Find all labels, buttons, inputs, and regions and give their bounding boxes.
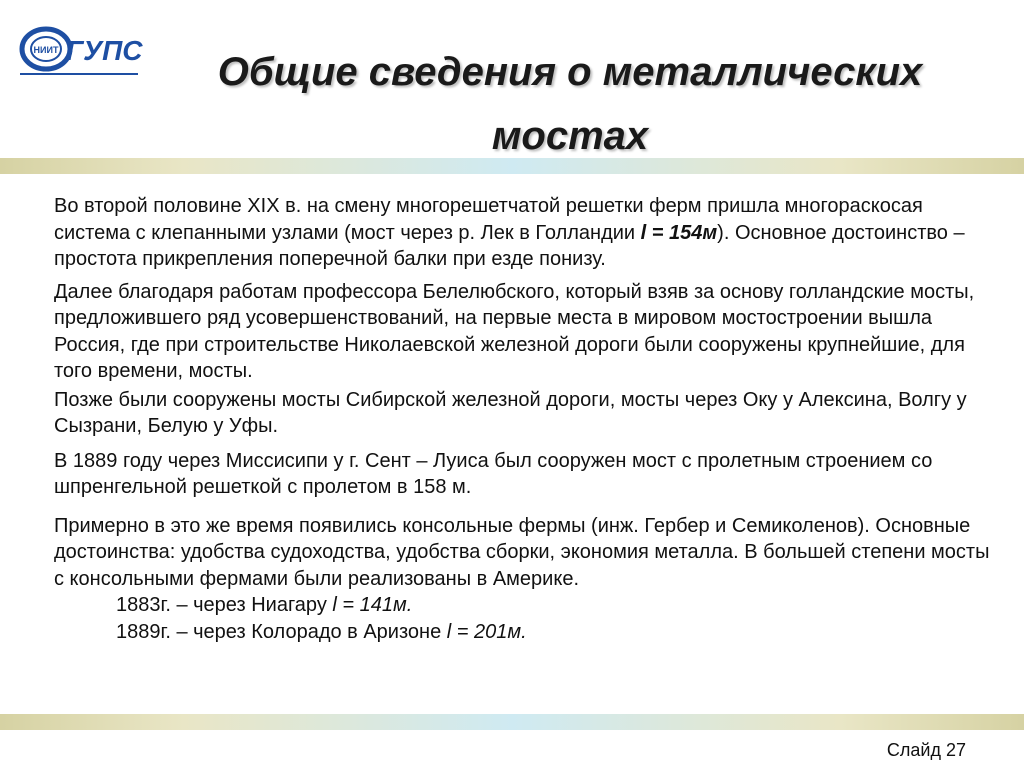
- slide-title: Общие сведения о металлических мостах: [217, 50, 923, 158]
- top-divider-band: [0, 158, 1024, 174]
- list-item-colorado: 1889г. – через Колорадо в Аризоне l = 201м.: [116, 620, 527, 643]
- paragraph-3: Позже были сооружены мосты Сибирской железной дороги, мосты через Оку у Алексина, Волгу у Сызрани, Белую у Уфы.: [54, 388, 967, 437]
- span-length-niagara: l = 141м.: [332, 594, 413, 616]
- span-length-colorado: l = 201м.: [446, 620, 527, 643]
- logo: [14, 14, 144, 84]
- paragraph-4: В 1889 году через Миссисипи у г. Сент – Луиса был сооружен мост с пролетным строением со шпренгельной решеткой с пролетом в 158 м.: [54, 449, 933, 498]
- paragraph-1: Во второй половине XIX в. на смену многорешетчатой решетки ферм пришла многораскосая система с клепанными узлами (мост через р. Лек в Голландии l = 154м). Основное достоинство – простота прикрепления поперечной балки при езде понизу.: [54, 195, 965, 270]
- paragraph-2: Далее благодаря работам профессора Белелюбского, который взяв за основу голландские мосты, предложившего ряд усовершенствований, на первые места в мировом мостостроении вышла Россия, где при строительстве Николаевской железной дороги были сооружены крупнейшие, для того времени, мосты.: [54, 280, 975, 382]
- slide-number: Слайд 27: [886, 740, 966, 760]
- span-length-lek: l = 154м: [640, 221, 718, 244]
- paragraph-5: Примерно в это же время появились консольные фермы (инж. Гербер и Семиколенов). Основные достоинства: удобства судоходства, удобства сборки, экономия металла. В большей степени мосты с консольными фермами были реализованы в Америке.: [54, 514, 990, 590]
- logo-badge: НИИТ: [33, 45, 59, 55]
- slide-body: [54, 193, 994, 645]
- list-item-niagara: 1883г. – через Ниагару l = 141м.: [116, 594, 413, 616]
- bottom-divider-band: [0, 714, 1024, 730]
- logo-text: ГУПС: [66, 35, 143, 66]
